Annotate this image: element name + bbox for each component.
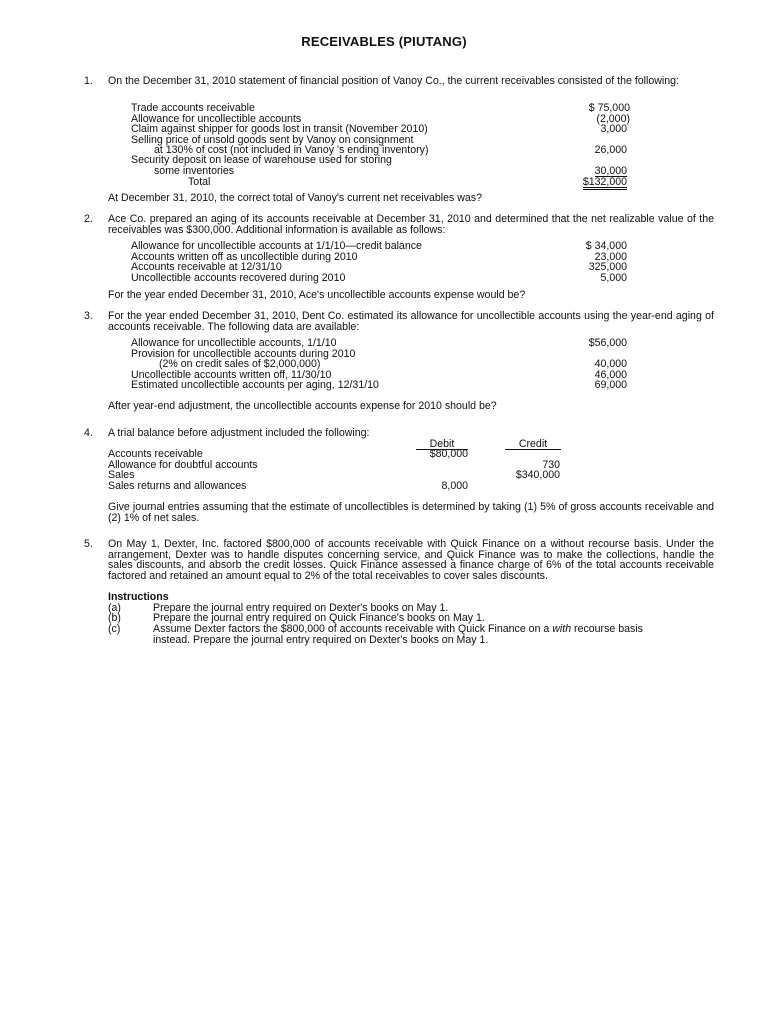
question-2-intro: Ace Co. prepared an aging of its accounts receivable at December 31, 2010 and determined that the net realizable value of the receivables was $300,000. Additional information is available as follows:	[108, 213, 714, 236]
q1-item-label: Allowance for uncollectible accounts	[131, 113, 302, 125]
q3-item-amount: $56,000	[588, 337, 627, 349]
q3-item-label: Uncollectible accounts written off, 11/30/10	[131, 369, 332, 381]
instruction-letter: (c)	[108, 623, 121, 635]
q2-item-amount: $ 34,000	[585, 240, 627, 252]
instruction-text-continued: instead. Prepare the journal entry required on Dexter's books on May 1.	[153, 634, 489, 646]
q3-item-amount: 46,000	[594, 369, 627, 381]
q3-item-label: (2% on credit sales of $2,000,000)	[159, 358, 321, 370]
question-5-number: 5.	[84, 538, 93, 550]
q2-item-label: Accounts receivable at 12/31/10	[131, 261, 282, 273]
trial-balance-row-label: Sales	[108, 469, 135, 481]
q3-item-amount: 40,000	[594, 358, 627, 370]
q3-item-label: Allowance for uncollectible accounts, 1/1/10	[131, 337, 337, 349]
q3-item-amount: 69,000	[594, 379, 627, 391]
q2-item-label: Uncollectible accounts recovered during 2010	[131, 272, 346, 284]
q1-item-label: Selling price of unsold goods sent by Vanoy on consignment	[131, 134, 414, 146]
trial-balance-credit: $340,000	[515, 469, 560, 481]
instruction-text-part: Assume Dexter factors the $800,000 of accounts receivable with Quick Finance on a	[153, 623, 553, 635]
question-1-number: 1.	[84, 75, 93, 87]
question-4-number: 4.	[84, 427, 93, 439]
trial-balance-debit: $80,000	[429, 448, 468, 460]
trial-balance-row-label: Accounts receivable	[108, 448, 203, 460]
q1-item-label: Claim against shipper for goods lost in transit (November 2010)	[131, 123, 428, 135]
q2-item-amount: 325,000	[588, 261, 627, 273]
instruction-emphasis: with	[552, 623, 572, 635]
q1-item-amount: (2,000)	[596, 113, 630, 125]
trial-balance-debit: 8,000	[441, 480, 468, 492]
instruction-text-part: recourse basis	[571, 623, 643, 635]
question-5-intro: On May 1, Dexter, Inc. factored $800,000 of accounts receivable with Quick Finance on a without recourse basis. Under the arrangement, Dexter was to handle disputes concerning service, and Quick Finance was to make the collections, handle the sales discounts, and absorb the credit losses. Quick Finance assessed a finance charge of 6% of the total accounts receivable factored and retained an amount equal to 2% of the total receivables to cover sales discounts.	[108, 538, 714, 582]
question-3-question: After year-end adjustment, the uncollectible accounts expense for 2010 should be?	[108, 400, 497, 412]
q1-item-amount: 30,000	[594, 165, 627, 177]
q1-total-amount: $132,000	[582, 176, 627, 188]
q3-item-label: Provision for uncollectible accounts during 2010	[131, 348, 356, 360]
question-2-question: For the year ended December 31, 2010, Ace's uncollectible accounts expense would be?	[108, 289, 526, 301]
q2-item-amount: 5,000	[600, 272, 627, 284]
page-title: RECEIVABLES (PIUTANG)	[301, 34, 467, 49]
trial-balance-credit: 730	[542, 459, 560, 471]
question-4-question: Give journal entries assuming that the estimate of uncollectibles is determined by taking (1) 5% of gross accounts receivable and (2) 1% of net sales.	[108, 501, 714, 524]
q1-item-label: at 130% of cost (not included in Vanoy 's ending inventory)	[154, 144, 429, 156]
q2-item-label: Allowance for uncollectible accounts at 1/1/10—credit balance	[131, 240, 422, 252]
instruction-letter: (b)	[108, 612, 121, 624]
instruction-text: Prepare the journal entry required on Dexter's books on May 1.	[153, 602, 449, 614]
q1-item-label: some inventories	[154, 165, 235, 177]
q1-item-amount: 26,000	[594, 144, 627, 156]
instruction-text	[153, 624, 643, 635]
trial-balance-row-label: Sales returns and allowances	[108, 480, 247, 492]
q1-item-label: Security deposit on lease of warehouse used for storing	[131, 154, 392, 166]
instructions-heading: Instructions	[108, 591, 169, 603]
question-2-number: 2.	[84, 213, 93, 225]
q3-item-label: Estimated uncollectible accounts per aging, 12/31/10	[131, 379, 379, 391]
question-1-question: At December 31, 2010, the correct total of Vanoy's current net receivables was?	[108, 192, 482, 204]
question-3-intro: For the year ended December 31, 2010, Dent Co. estimated its allowance for uncollectible accounts using the year-end aging of accounts receivable. The following data are available:	[108, 310, 714, 333]
instruction-text: Prepare the journal entry required on Quick Finance's books on May 1.	[153, 612, 485, 624]
debit-header: Debit	[416, 439, 468, 450]
q2-item-amount: 23,000	[594, 251, 627, 263]
credit-header: Credit	[505, 439, 561, 450]
q1-total-label: Total	[188, 176, 211, 188]
q1-item-amount: $ 75,000	[588, 102, 630, 114]
trial-balance-row-label: Allowance for doubtful accounts	[108, 459, 258, 471]
q1-item-label: Trade accounts receivable	[131, 102, 255, 114]
question-4-intro: A trial balance before adjustment included the following:	[108, 427, 370, 439]
question-3-number: 3.	[84, 310, 93, 322]
q1-item-amount: 3,000	[600, 123, 627, 135]
q2-item-label: Accounts written off as uncollectible during 2010	[131, 251, 358, 263]
instruction-letter: (a)	[108, 602, 121, 614]
question-1-intro: On the December 31, 2010 statement of financial position of Vanoy Co., the current receivables consisted of the following:	[108, 75, 680, 87]
